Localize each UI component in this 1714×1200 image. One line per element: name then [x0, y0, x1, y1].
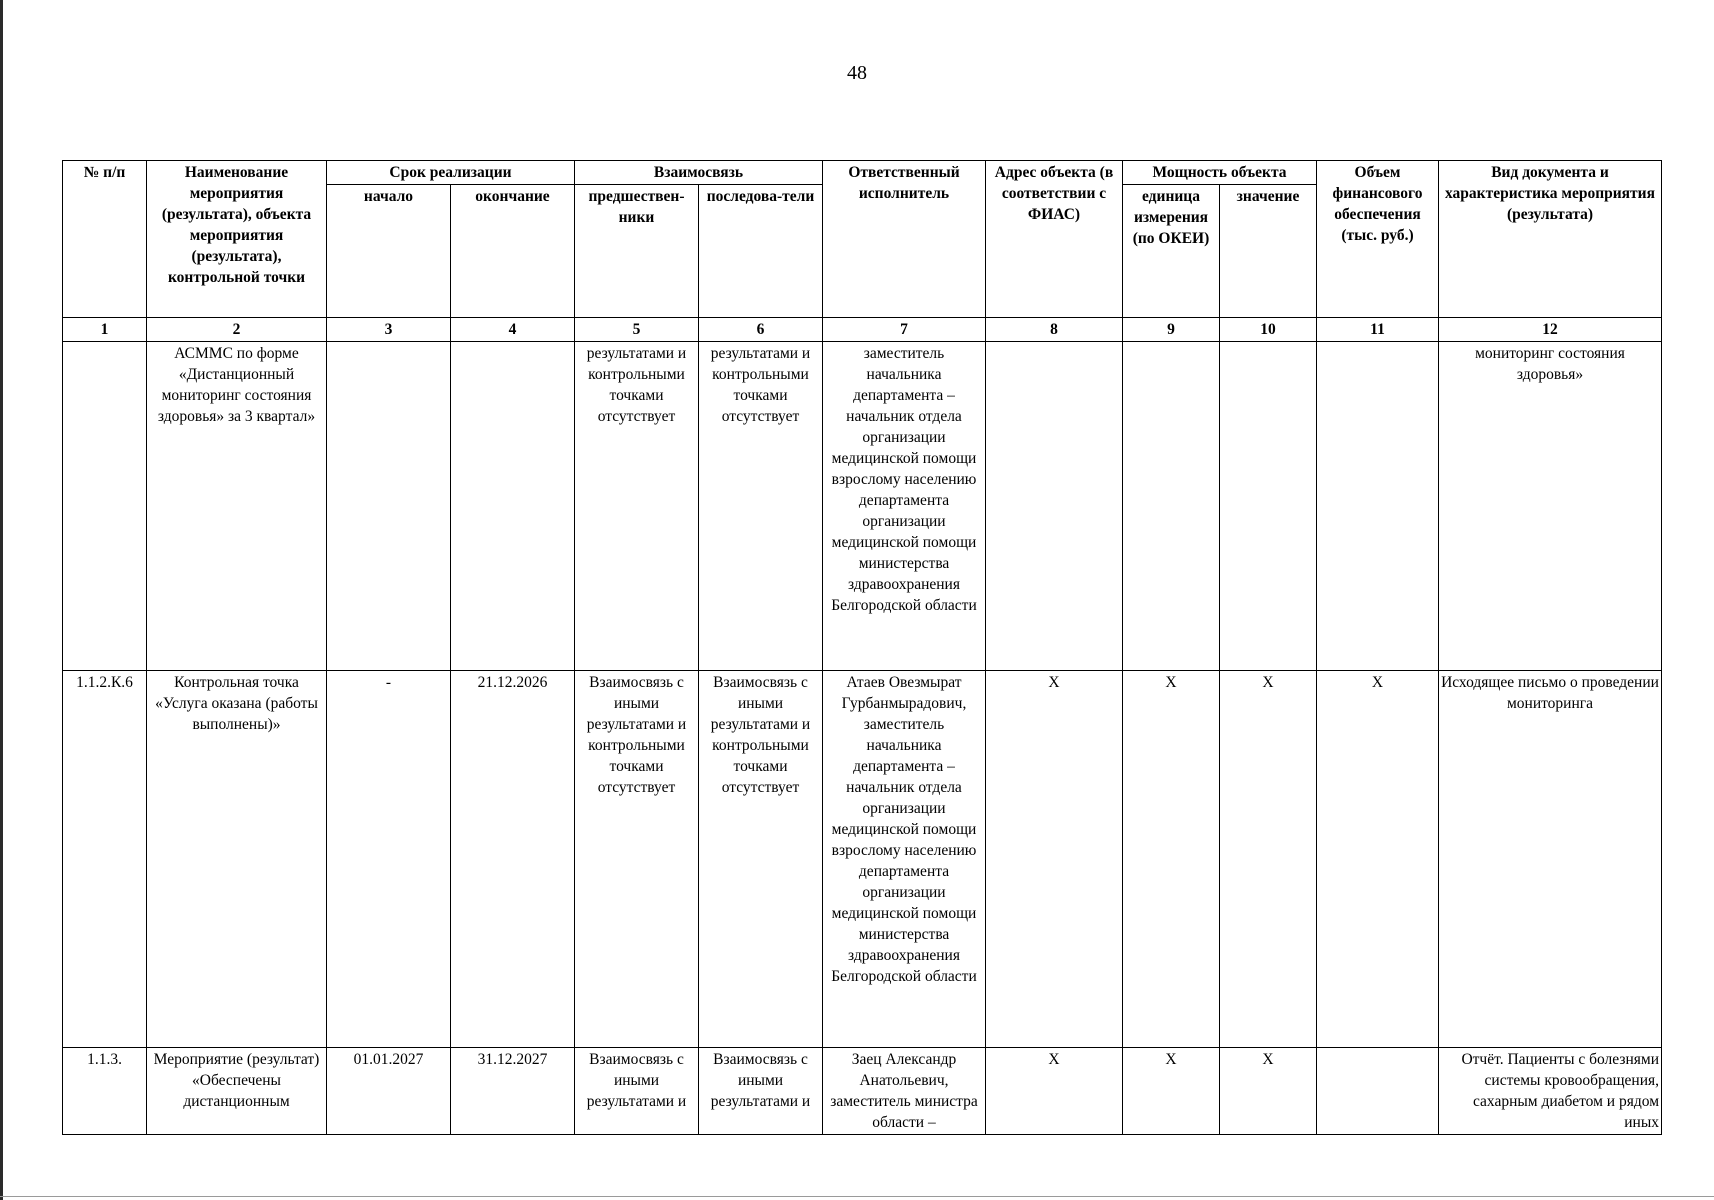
column-number: 9	[1123, 318, 1220, 342]
row-start	[327, 342, 451, 671]
header-row-1	[63, 161, 1662, 185]
row-finance	[1317, 342, 1439, 671]
row-end	[451, 342, 575, 671]
table-row	[63, 1047, 1662, 1134]
header-start: начало	[327, 185, 451, 318]
row-document: Отчёт. Пациенты с болезнями системы кровообращения, сахарным диабетом и рядом иных	[1439, 1047, 1662, 1134]
column-number: 2	[147, 318, 327, 342]
row-value: X	[1220, 671, 1317, 1047]
row-name: АСММС по форме «Дистанционный мониторинг состояния здоровья» за 3 квартал»	[147, 342, 327, 671]
row-number: 1.1.3.	[63, 1047, 147, 1134]
row-end: 31.12.2027	[451, 1047, 575, 1134]
page-number: 48	[847, 62, 867, 84]
row-value	[1220, 342, 1317, 671]
row-name: Мероприятие (результат) «Обеспечены дистанционным	[147, 1047, 327, 1134]
row-finance	[1317, 1047, 1439, 1134]
header-finance: Объем финансового обеспечения (тыс. руб.)	[1317, 161, 1439, 318]
row-start: 01.01.2027	[327, 1047, 451, 1134]
table-row	[63, 671, 1662, 1047]
scan-bottom-edge	[0, 1196, 1714, 1197]
row-successors: Взаимосвязь с иными результатами и контрольными точками отсутствует	[699, 671, 823, 1047]
row-address: X	[986, 671, 1123, 1047]
row-unit: X	[1123, 671, 1220, 1047]
column-number: 1	[63, 318, 147, 342]
plan-table	[62, 160, 1662, 1135]
header-group-period: Срок реализации	[327, 161, 575, 185]
column-number: 3	[327, 318, 451, 342]
header-unit: единица измерения (по ОКЕИ)	[1123, 185, 1220, 318]
row-predecessors: Взаимосвязь с иными результатами и	[575, 1047, 699, 1134]
row-document: Исходящее письмо о проведении мониторинга	[1439, 671, 1662, 1047]
column-number: 10	[1220, 318, 1317, 342]
header-group-capacity: Мощность объекта	[1123, 161, 1317, 185]
header-value: значение	[1220, 185, 1317, 318]
row-number	[63, 342, 147, 671]
row-number: 1.1.2.К.6	[63, 671, 147, 1047]
row-successors: результатами и контрольными точками отсутствует	[699, 342, 823, 671]
row-document: мониторинг состояния здоровья»	[1439, 342, 1662, 671]
row-responsible: Атаев Овезмырат Гурбанмырадович, заместитель начальника департамента – начальник отдела организации медицинской помощи взрослому населению департамента организации медицинской помощи министерства здравоохранения Белгородской области	[823, 671, 986, 1047]
column-number: 11	[1317, 318, 1439, 342]
scan-left-edge	[0, 0, 3, 1200]
row-end: 21.12.2026	[451, 671, 575, 1047]
column-number: 4	[451, 318, 575, 342]
row-address	[986, 342, 1123, 671]
header-name: Наименование мероприятия (результата), объекта мероприятия (результата), контрольной точки	[147, 161, 327, 318]
header-responsible: Ответственный исполнитель	[823, 161, 986, 318]
header-group-link: Взаимосвязь	[575, 161, 823, 185]
header-successors: последова-тели	[699, 185, 823, 318]
column-number: 12	[1439, 318, 1662, 342]
row-finance: X	[1317, 671, 1439, 1047]
row-value: X	[1220, 1047, 1317, 1134]
row-unit	[1123, 342, 1220, 671]
column-number: 8	[986, 318, 1123, 342]
row-responsible: заместитель начальника департамента – начальник отдела организации медицинской помощи взрослому населению департамента организации медицинской помощи министерства здравоохранения Белгородской области	[823, 342, 986, 671]
table-row	[63, 342, 1662, 671]
row-name: Контрольная точка «Услуга оказана (работы выполнены)»	[147, 671, 327, 1047]
header-number: № п/п	[63, 161, 147, 318]
row-unit: X	[1123, 1047, 1220, 1134]
row-address: X	[986, 1047, 1123, 1134]
header-address: Адрес объекта (в соответствии с ФИАС)	[986, 161, 1123, 318]
column-number-row	[63, 318, 1662, 342]
header-predecessors: предшествен-ники	[575, 185, 699, 318]
header-document: Вид документа и характеристика мероприятия (результата)	[1439, 161, 1662, 318]
row-predecessors: результатами и контрольными точками отсутствует	[575, 342, 699, 671]
row-start: -	[327, 671, 451, 1047]
column-number: 5	[575, 318, 699, 342]
row-predecessors: Взаимосвязь с иными результатами и контрольными точками отсутствует	[575, 671, 699, 1047]
column-number: 7	[823, 318, 986, 342]
header-end: окончание	[451, 185, 575, 318]
row-successors: Взаимосвязь с иными результатами и	[699, 1047, 823, 1134]
column-number: 6	[699, 318, 823, 342]
row-responsible: Заец Александр Анатольевич, заместитель министра области –	[823, 1047, 986, 1134]
